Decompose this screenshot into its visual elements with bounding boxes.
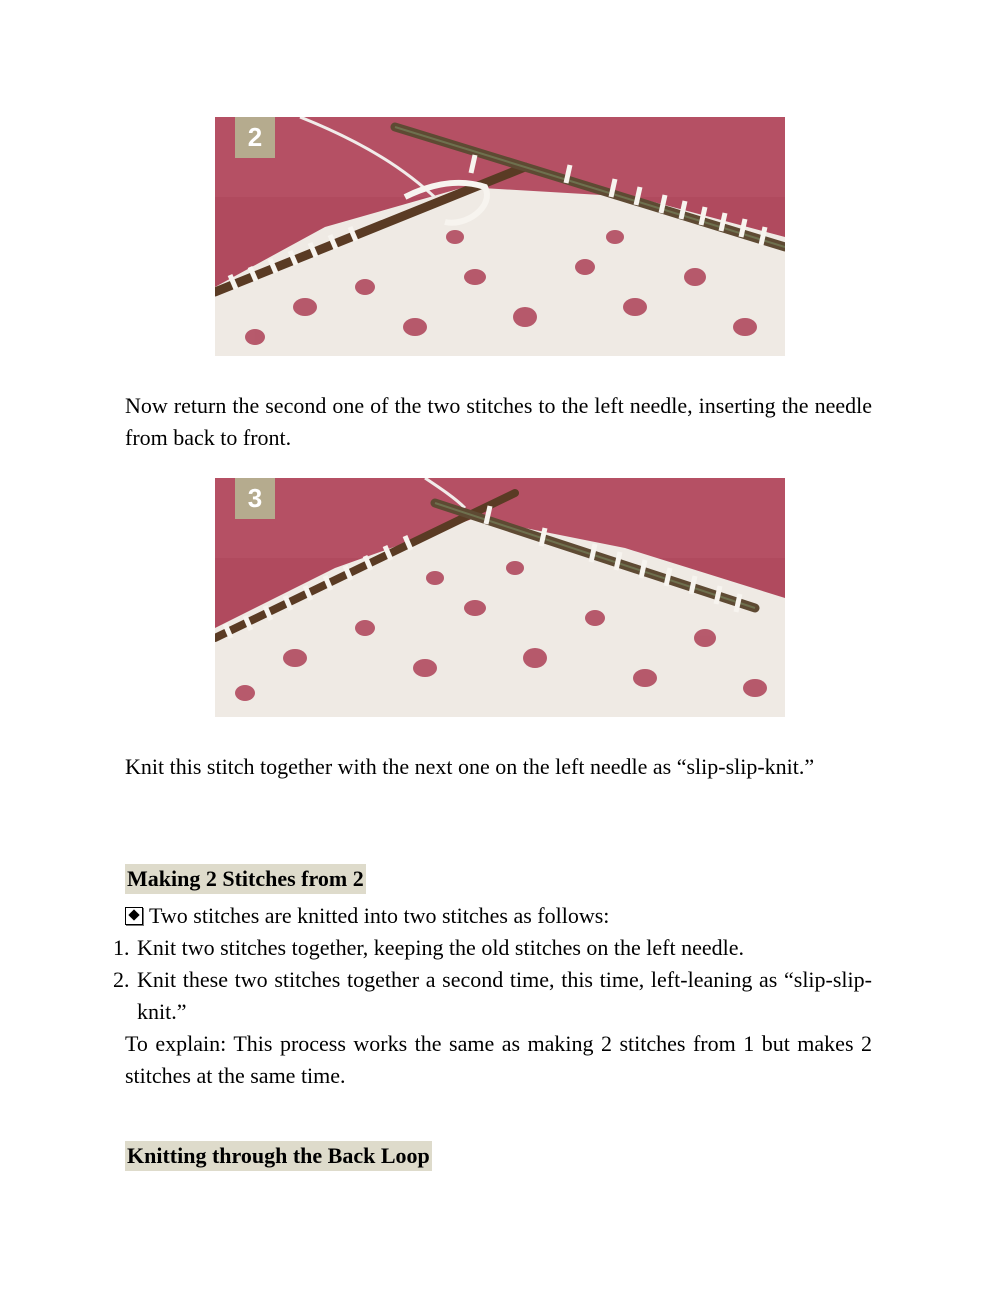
photo-step-3 <box>215 478 785 717</box>
list-number: 1. <box>113 935 130 960</box>
knitting-photo-3 <box>215 478 785 717</box>
intro-text: Two stitches are knitted into two stitches as follows: <box>149 903 610 928</box>
instruction-paragraph-1: Now return the second one of the two stitches to the left needle, inserting the needle from back to front. <box>125 393 872 450</box>
photo-step-2 <box>215 117 785 356</box>
list-number: 2. <box>113 967 130 992</box>
explanation-paragraph: To explain: This process works the same as making 2 stitches from 1 but makes 2 stitches at the same time. <box>125 1031 872 1088</box>
list-item-text: Knit these two stitches together a second time, this time, left-leaning as “slip-slip-knit.” <box>137 967 872 1024</box>
list-item <box>113 964 872 1028</box>
steps-list <box>113 932 872 1028</box>
section-heading-back-loop: Knitting through the Back Loop <box>125 1141 432 1171</box>
list-item-text: Knit two stitches together, keeping the old stitches on the left needle. <box>137 935 745 960</box>
section-heading-making-2-stitches: Making 2 Stitches from 2 <box>125 864 366 894</box>
step-number-badge: 2 <box>235 117 275 158</box>
step-number-badge: 3 <box>235 478 275 519</box>
knitting-photo-2 <box>215 117 785 356</box>
instruction-paragraph-2: Knit this stitch together with the next one on the left needle as “slip-slip-knit.” <box>125 754 815 779</box>
list-item <box>113 932 872 964</box>
section-intro <box>125 900 872 932</box>
diamond-symbol-icon <box>125 907 143 925</box>
